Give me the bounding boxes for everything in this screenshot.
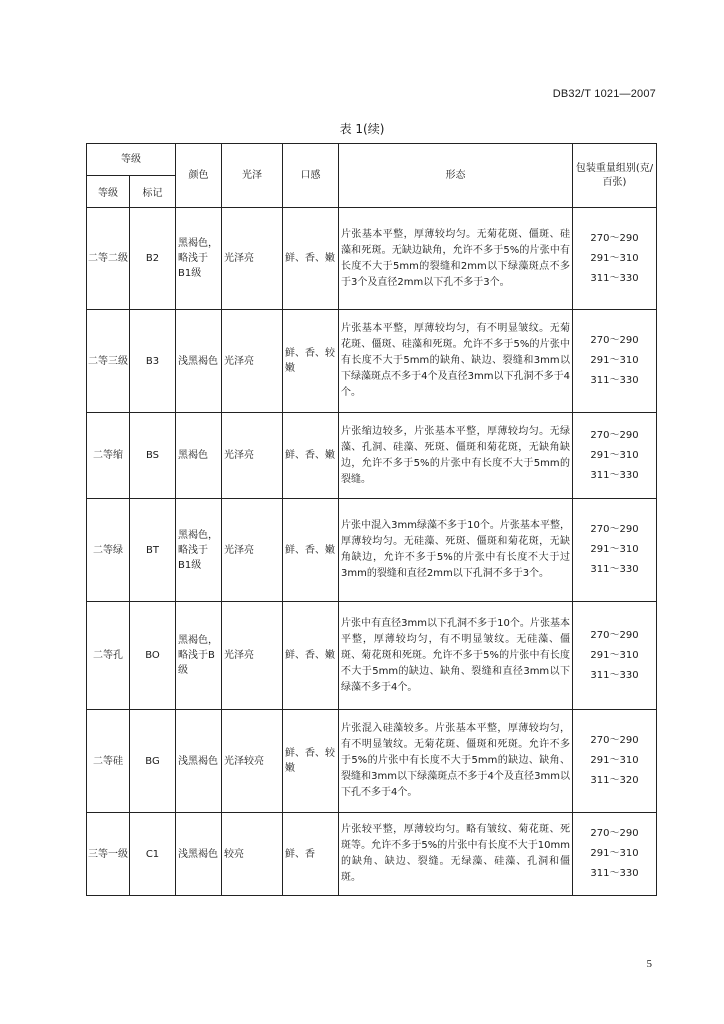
luster-cell: 光泽亮 [222, 208, 283, 310]
shape-cell: 片张基本平整，厚薄较均匀。无菊花斑、僵斑、硅藻和死斑。无缺边缺角，允许不多于5%的片张中有长度不大于5mm的裂缝和2mm以下绿藻斑点不多于3个及直径2mm以下孔不多于3个。 [339, 208, 573, 310]
table-row [87, 710, 657, 813]
weight-range: 311～330 [590, 868, 639, 879]
weight-cell [573, 499, 657, 602]
shape-cell: 片张缩边较多，片张基本平整，厚薄较均匀。无绿藻、孔洞、硅藻、死斑、僵斑和菊花斑，无缺角缺边，允许不多于5%的片张中有长度不大于5mm的裂缝。 [339, 413, 573, 499]
taste-cell: 鲜、香、较嫩 [283, 710, 339, 813]
luster-cell: 光泽亮 [222, 602, 283, 710]
grade-cell: 二等绿 [87, 499, 130, 602]
weight-range: 270～290 [590, 232, 639, 244]
weight-range: 311～330 [590, 564, 639, 575]
weight-cell [573, 602, 657, 710]
color-cell: 浅黑褐色 [176, 813, 222, 896]
weight-range: 291～310 [590, 449, 639, 461]
table-caption: 表 1(续) [339, 122, 385, 136]
luster-cell: 较亮 [222, 813, 283, 896]
weight-range: 291～310 [590, 848, 639, 859]
weight-cell [573, 710, 657, 813]
weight-range: 291～310 [590, 252, 639, 264]
code-cell: B3 [130, 310, 176, 413]
shape-cell: 片张混入硅藻较多。片张基本平整，厚薄较均匀，有不明显皱纹。无菊花斑、僵斑和死斑。允许不多于5%的片张中有长度不大于5mm的缺边、缺角、裂缝和3mm以下绿藻斑点不多于4个及直径3mm以下孔不多于4个。 [339, 710, 573, 813]
code-cell: B2 [130, 208, 176, 310]
code-cell: BS [130, 413, 176, 499]
header-grade: 等级 [87, 176, 130, 208]
header-code: 标记 [130, 176, 176, 208]
code-cell: BT [130, 499, 176, 602]
table-row [87, 310, 657, 413]
weight-range: 270～290 [590, 335, 639, 346]
weight-range: 291～310 [590, 544, 639, 555]
grade-cell: 二等孔 [87, 602, 130, 710]
weight-range: 291～310 [590, 649, 639, 661]
weight-cell [573, 813, 657, 896]
code-cell: BO [130, 602, 176, 710]
luster-cell: 光泽较亮 [222, 710, 283, 813]
taste-cell: 鲜、香 [283, 813, 339, 896]
document-number: DB32/T 1021—2007 [552, 88, 656, 100]
weight-range: 311～330 [590, 375, 639, 386]
color-cell: 浅黑褐色 [176, 710, 222, 813]
weight-cell [573, 413, 657, 499]
grade-cell: 二等硅 [87, 710, 130, 813]
shape-cell: 片张中混入3mm绿藻不多于10个。片张基本平整，厚薄较均匀。无硅藻、死斑、僵斑和菊花斑，无缺角缺边，允许不多于5%的片张中有长度不大于过3mm的裂缝和直径2mm以下孔洞不多于3个。 [339, 499, 573, 602]
weight-range: 291～310 [590, 355, 639, 366]
grade-cell: 二等缩 [87, 413, 130, 499]
grade-cell: 二等三级 [87, 310, 130, 413]
taste-cell: 鲜、香、嫩 [283, 499, 339, 602]
taste-cell: 鲜、香、嫩 [283, 208, 339, 310]
code-cell: BG [130, 710, 176, 813]
table-row [87, 413, 657, 499]
table-row [87, 499, 657, 602]
weight-range: 311～330 [590, 272, 639, 284]
weight-range: 270～290 [590, 429, 639, 441]
weight-range: 270～290 [590, 524, 639, 535]
taste-cell: 鲜、香、嫩 [283, 413, 339, 499]
header-color: 颜色 [176, 144, 222, 208]
header-grade-group: 等级 [87, 144, 176, 176]
page-number: 5 [646, 958, 652, 970]
header-taste: 口感 [283, 144, 339, 208]
weight-range: 270～290 [590, 828, 639, 839]
color-cell: 黑褐色，略浅于B1级 [176, 208, 222, 310]
grade-cell: 二等二级 [87, 208, 130, 310]
weight-range: 311～330 [590, 469, 639, 481]
shape-cell: 片张中有直径3mm以下孔洞不多于10个。片张基本平整，厚薄较均匀，有不明显皱纹。无硅藻、僵斑、菊花斑和死斑。允许不多于5%的片张中有长度不大于5mm的缺边、缺角、裂缝和直径3mm以下绿藻不多于4个。 [339, 602, 573, 710]
grade-table [86, 143, 657, 896]
weight-range: 311～320 [590, 775, 639, 786]
luster-cell: 光泽亮 [222, 413, 283, 499]
weight-cell [573, 208, 657, 310]
shape-cell: 片张较平整，厚薄较均匀。略有皱纹、菊花斑、死斑等。允许不多于5%的片张中有长度不大于10mm的缺角、缺边、裂缝。无绿藻、硅藻、孔洞和僵斑。 [339, 813, 573, 896]
header-weight: 包装重量组别(克/百张) [573, 144, 657, 208]
header-luster: 光泽 [222, 144, 283, 208]
shape-cell: 片张基本平整，厚薄较均匀，有不明显皱纹。无菊花斑、僵斑、硅藻和死斑。允许不多于5%的片张中有长度不大于5mm的缺角、缺边、裂缝和3mm以下绿藻斑点不多于4个及直径3mm以下孔洞不多于4个。 [339, 310, 573, 413]
taste-cell: 鲜、香、嫩 [283, 602, 339, 710]
color-cell: 黑褐色，略浅于B1级 [176, 499, 222, 602]
code-cell: C1 [130, 813, 176, 896]
table-row [87, 602, 657, 710]
color-cell: 浅黑褐色 [176, 310, 222, 413]
table-row [87, 813, 657, 896]
color-cell: 黑褐色，略浅于B级 [176, 602, 222, 710]
weight-range: 311～330 [590, 669, 639, 681]
table-row [87, 208, 657, 310]
color-cell: 黑褐色 [176, 413, 222, 499]
weight-cell [573, 310, 657, 413]
weight-range: 270～290 [590, 735, 639, 746]
weight-range: 270～290 [590, 629, 639, 641]
luster-cell: 光泽亮 [222, 310, 283, 413]
header-shape: 形态 [339, 144, 573, 208]
weight-range: 291～310 [590, 755, 639, 766]
taste-cell: 鲜、香、较嫩 [283, 310, 339, 413]
grade-cell: 三等一级 [87, 813, 130, 896]
luster-cell: 光泽亮 [222, 499, 283, 602]
